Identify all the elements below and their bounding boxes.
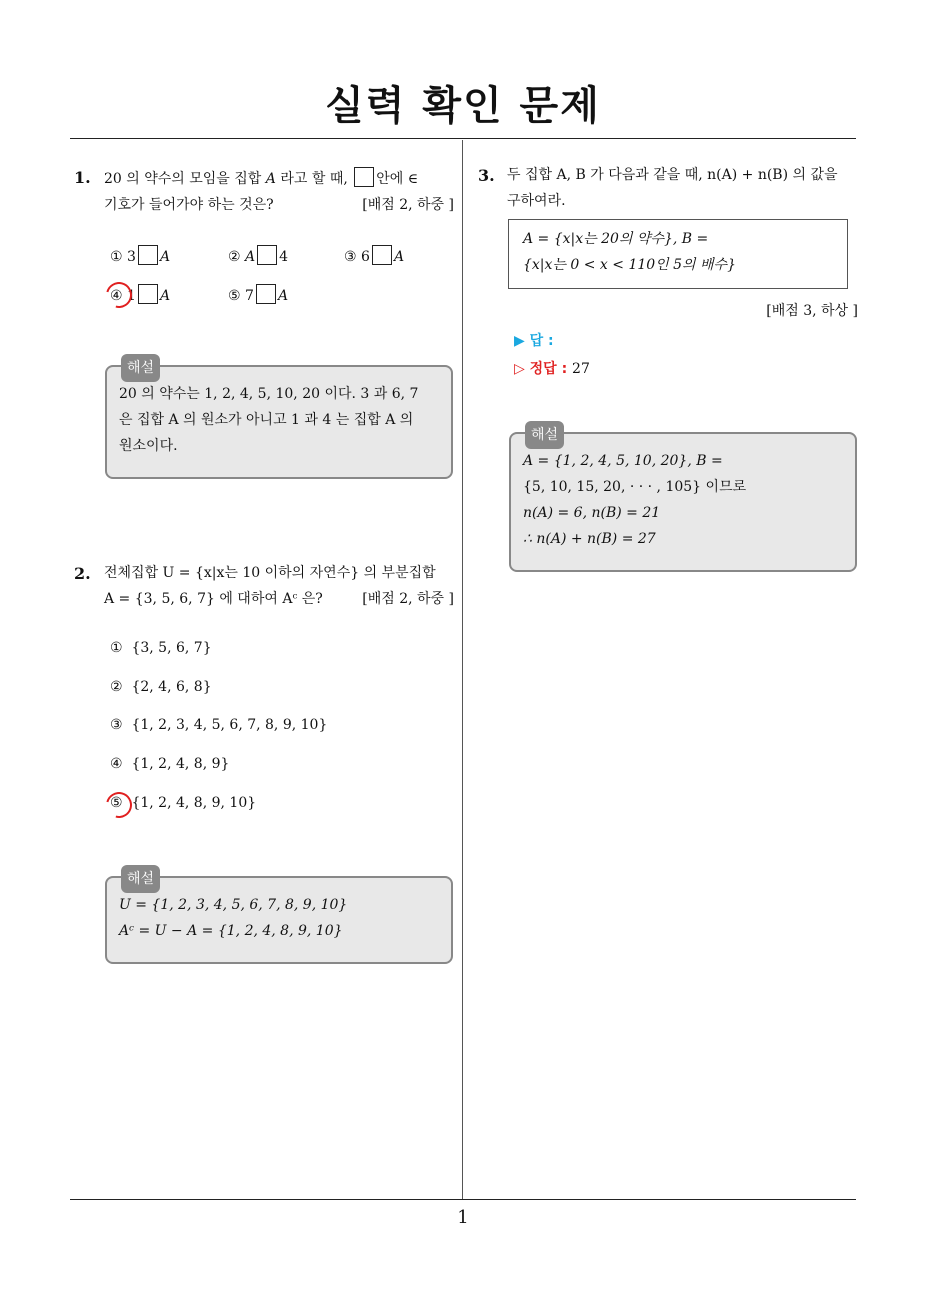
q1-choice-1[interactable]: ① 3 A — [110, 245, 170, 265]
q2-choice-5[interactable]: ⑤ {1, 2, 4, 8, 9, 10} — [110, 795, 257, 811]
q2-number: 2. — [74, 564, 91, 583]
q1-explanation: 해설 20 의 약수는 1, 2, 4, 5, 10, 20 이다. 3 과 6, 7 은 집합 A 의 원소가 아니고 1 과 4 는 집합 A 의 원소이다. — [105, 365, 453, 479]
q2-choice-4[interactable]: ④ {1, 2, 4, 8, 9} — [110, 756, 230, 772]
top-rule — [70, 138, 856, 139]
column-divider — [462, 140, 463, 1200]
page-number: 1 — [457, 1207, 469, 1228]
bottom-rule — [70, 1199, 856, 1200]
blank-box — [354, 167, 374, 187]
q3-text: 두 집합 A, B 가 다음과 같을 때, n(A) + n(B) 의 값을 구하여라. — [507, 167, 838, 209]
explanation-tag: 해설 — [121, 354, 160, 382]
q1-number: 1. — [74, 168, 91, 187]
q2-choice-3[interactable]: ③ {1, 2, 3, 4, 5, 6, 7, 8, 9, 10} — [110, 717, 328, 733]
q1-choice-5[interactable]: ⑤ 7 A — [228, 284, 288, 304]
q3-set-box: A = {x|x는 20의 약수}, B = {x|x는 0 < x < 110인 5의 배수} — [508, 219, 848, 289]
answer-input-label[interactable]: ▶ 답 : — [514, 333, 554, 349]
q2-text: 전체집합 U = {x|x는 10 이하의 자연수} 의 부분집합 A = {3, 5, 6, 7} 에 대하여 Aᶜ 은? [배점 2, 하중 ] — [104, 560, 454, 612]
q2-score: [배점 2, 하중 ] — [362, 591, 454, 607]
q1-choice-4[interactable]: ④ 1 A — [110, 284, 170, 304]
correct-answer-mark — [101, 787, 137, 823]
q1-choice-2[interactable]: ② A 4 — [228, 245, 288, 265]
explanation-tag: 해설 — [121, 865, 160, 893]
q2-choice-1[interactable]: ① {3, 5, 6, 7} — [110, 640, 212, 656]
q2-choice-2[interactable]: ② {2, 4, 6, 8} — [110, 679, 212, 695]
q3-explanation: 해설 A = {1, 2, 4, 5, 10, 20}, B = {5, 10, 15, 20, · · · , 105} 이므로 n(A) = 6, n(B) = 21 ∴ n(A) + n(B) = 27 — [509, 432, 857, 572]
correct-answer-value: 27 — [572, 361, 590, 377]
page-title: 실력 확인 문제 — [325, 83, 601, 129]
q1-text: 20 의 약수의 모임을 집합 A 라고 할 때, 안에 ∈ 기호가 들어가야 하는 것은? [배점 2, 하중 ] — [104, 166, 454, 218]
q3-number: 3. — [478, 166, 495, 185]
correct-answer-mark — [101, 277, 137, 313]
correct-answer-label: ▷ 정답 : 27 — [514, 361, 590, 377]
q3-score: [배점 3, 하상 ] — [766, 303, 858, 319]
q2-explanation: 해설 U = {1, 2, 3, 4, 5, 6, 7, 8, 9, 10} Aᶜ = U − A = {1, 2, 4, 8, 9, 10} — [105, 876, 453, 964]
q1-score: [배점 2, 하중 ] — [362, 197, 454, 213]
explanation-tag: 해설 — [525, 421, 564, 449]
q1-choice-3[interactable]: ③ 6 A — [344, 245, 404, 265]
